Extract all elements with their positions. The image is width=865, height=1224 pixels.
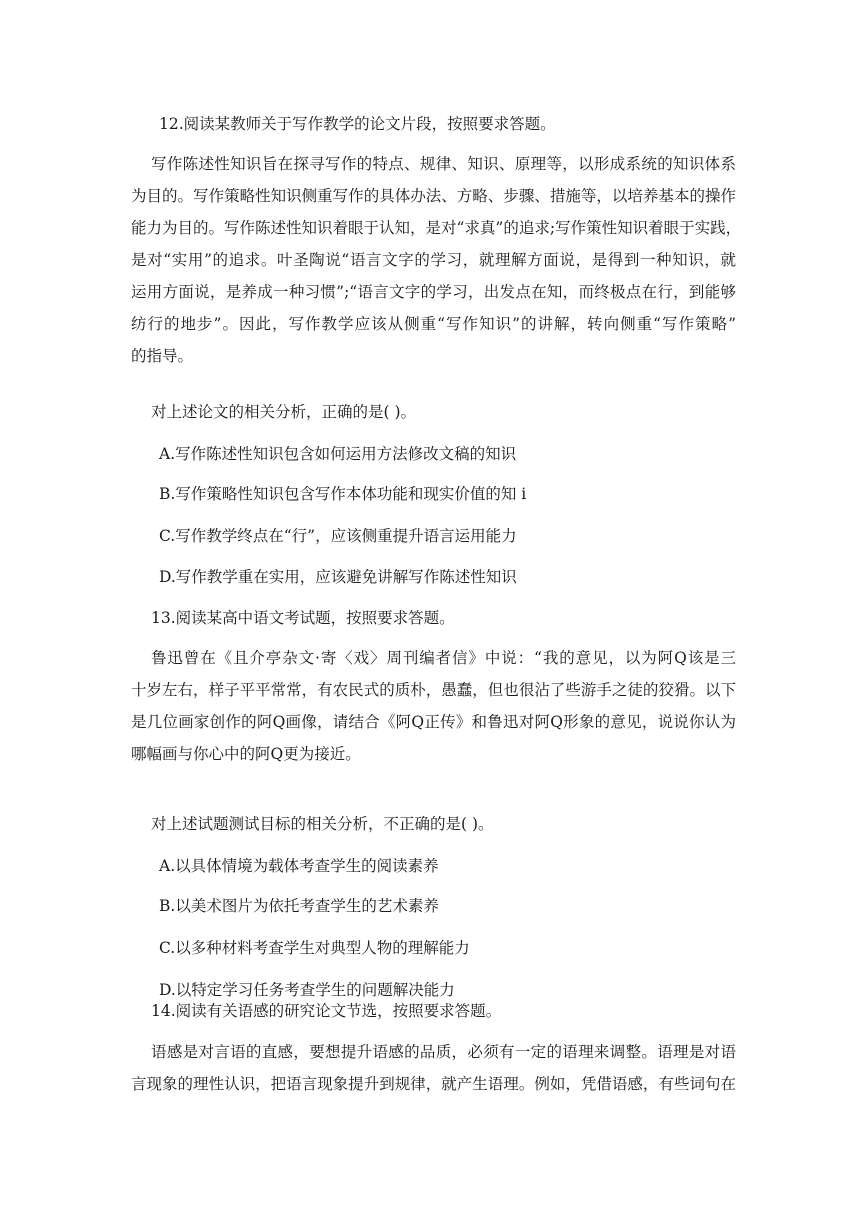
passage-line: 运用方面说，是养成一种习惯”;“语言文字的学习，出发点在知，而终极点在行，到能够 — [131, 283, 736, 301]
passage-line: 是对“实用”的追求。叶圣陶说“语言文字的学习，就理解方面说，是得到一种知识，就 — [131, 251, 736, 269]
q13-option-d: D.以特定学习任务考查学生的问题解决能力 — [159, 981, 455, 999]
passage-line: 是几位画家创作的阿Q画像，请结合《阿Q正传》和鲁迅对阿Q形象的意见，说说你认为 — [131, 713, 736, 731]
q13-passage — [131, 648, 736, 764]
q12-option-b: B.写作策略性知识包含写作本体功能和现实价值的知 i — [159, 485, 527, 503]
passage-line: 十岁左右，样子平平常常，有农民式的质朴，愚蠢，但也很沾了些游手之徒的狡猾。以下 — [131, 681, 736, 699]
q13-option-a: A.以具体情境为载体考查学生的阅读素养 — [159, 857, 439, 875]
q13-question: 对上述试题测试目标的相关分析，不正确的是( )。 — [151, 815, 494, 833]
q14-heading: 14.阅读有关语感的研究论文节选，按照要求答题。 — [151, 1002, 502, 1020]
passage-line: 言现象的理性认识，把语言现象提升到规律，就产生语理。例如，凭借语感，有些词句在 — [131, 1075, 736, 1093]
passage-line: 能力为目的。写作陈述性知识着眼于认知，是对“求真”的追求;写作策性知识着眼于实践， — [131, 219, 742, 237]
passage-line: 语感是对言语的直感，要想提升语感的品质，必须有一定的语理来调整。语理是对语 — [151, 1043, 736, 1061]
passage-line: 纺行的地步”。因此，写作教学应该从侧重“写作知识”的讲解，转向侧重“写作策略” — [131, 315, 736, 333]
q12-option-d: D.写作教学重在实用，应该避免讲解写作陈述性知识 — [159, 568, 517, 586]
q12-question: 对上述论文的相关分析，正确的是( )。 — [151, 403, 417, 421]
passage-line: 写作陈述性知识旨在探寻写作的特点、规律、知识、原理等，以形成系统的知识体系 — [151, 155, 736, 173]
q13-option-b: B.以美术图片为依托考查学生的艺术素养 — [159, 897, 439, 915]
q14-passage — [131, 1042, 736, 1094]
q12-option-a: A.写作陈述性知识包含如何运用方法修改文稿的知识 — [159, 445, 517, 463]
passage-line: 鲁迅曾在《且介亭杂文·寄〈戏〉周刊编者信》中说：“我的意见，以为阿Q该是三 — [151, 649, 736, 667]
q12-option-c: C.写作教学终点在“行”，应该侧重提升语言运用能力 — [159, 527, 517, 545]
q12-heading: 12.阅读某教师关于写作教学的论文片段，按照要求答题。 — [159, 115, 556, 133]
passage-line: 哪幅画与你心中的阿Q更为接近。 — [131, 745, 361, 763]
q12-passage — [131, 154, 742, 366]
passage-line: 的指导。 — [131, 347, 194, 365]
passage-line: 为目的。写作策略性知识侧重写作的具体办法、方略、步骤、措施等，以培养基本的操作 — [131, 187, 736, 205]
q13-heading: 13.阅读某高中语文考试题，按照要求答题。 — [151, 609, 455, 627]
q13-option-c: C.以多种材料考查学生对典型人物的理解能力 — [159, 939, 470, 957]
